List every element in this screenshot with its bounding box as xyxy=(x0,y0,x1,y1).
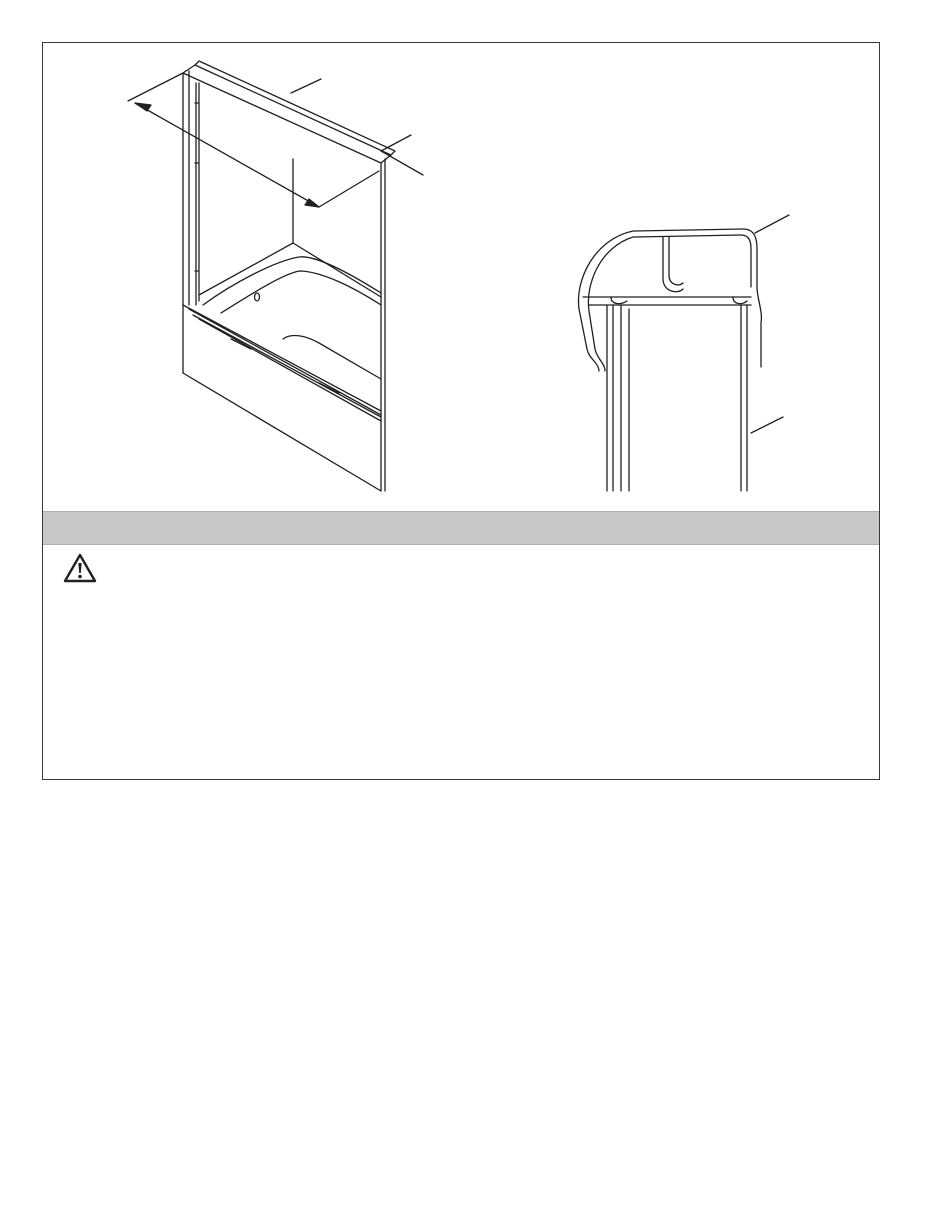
header-profile-section xyxy=(43,43,881,503)
warning-triangle-icon xyxy=(63,553,97,583)
document-frame xyxy=(42,42,880,780)
section-heading-band xyxy=(43,511,879,545)
